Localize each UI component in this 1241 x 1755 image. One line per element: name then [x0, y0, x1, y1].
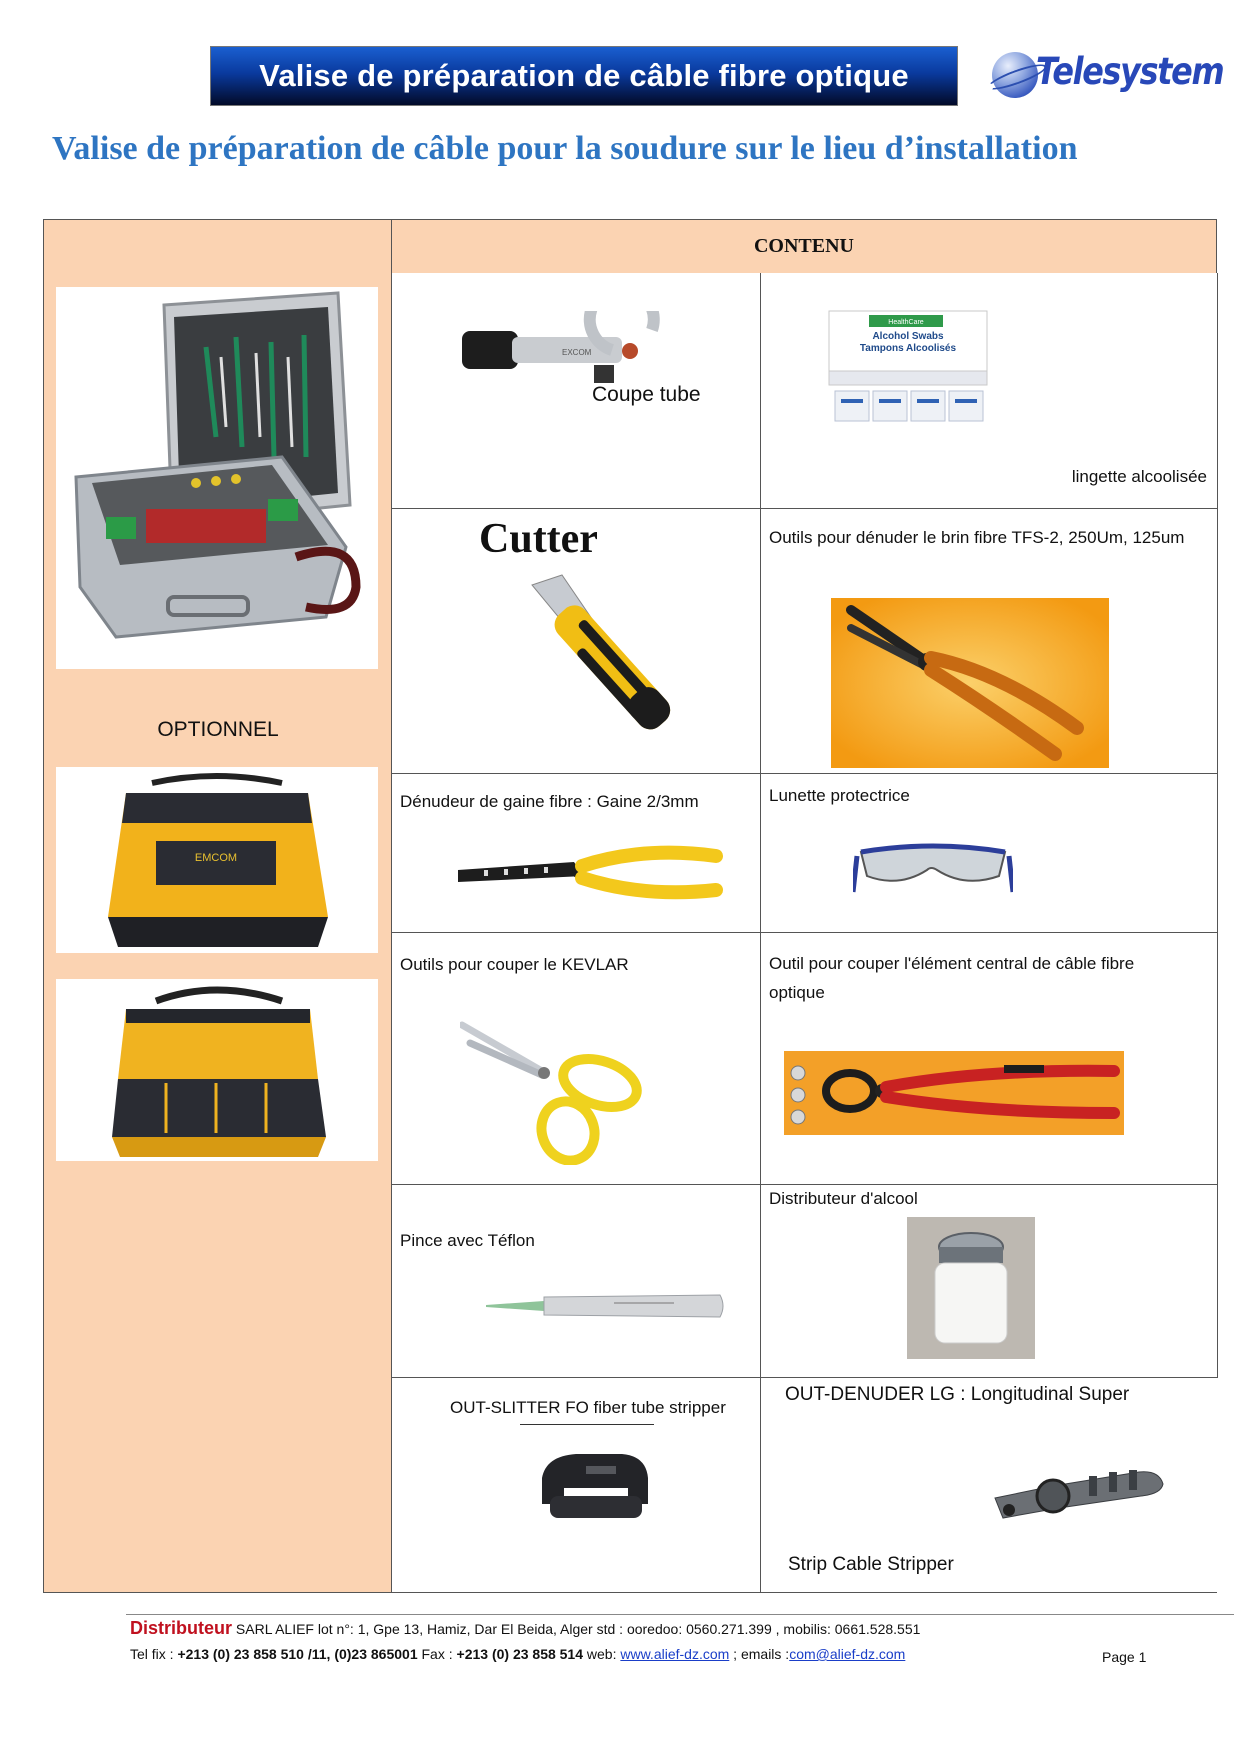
alcohol-box-brand: HealthCare	[888, 319, 924, 326]
tel-prefix: Tel fix :	[130, 1646, 178, 1662]
header-banner	[210, 46, 958, 106]
left-column	[44, 220, 392, 1592]
cutter-knife-image	[522, 571, 702, 751]
alcohol-dispenser-image	[907, 1217, 1035, 1359]
alcohol-box-line1: Alcohol Swabs	[872, 331, 944, 342]
web-prefix: web:	[583, 1646, 621, 1662]
slitter-underline	[520, 1424, 654, 1425]
cell-slitter	[392, 1378, 761, 1592]
cell-denuder-brin	[761, 509, 1218, 774]
cell-lingette	[761, 273, 1218, 509]
safety-glasses-image	[853, 836, 1013, 896]
logo-text: Telesystem	[1036, 50, 1224, 93]
denuder-brin-label: Outils pour dénuder le brin fibre TFS-2, 250Um, 125um	[769, 528, 1185, 547]
cell-lunette	[761, 774, 1218, 933]
tube-slitter-image	[536, 1448, 656, 1528]
email-link[interactable]: com@alief-dz.com	[789, 1646, 906, 1662]
tool-case-image	[56, 287, 378, 669]
lunette-label: Lunette protectrice	[769, 786, 910, 805]
tool-bag-image-2	[56, 979, 378, 1161]
denudeur-gaine-label: Dénudeur de gaine fibre : Gaine 2/3mm	[400, 792, 699, 811]
cell-denuder-lg	[761, 1378, 1218, 1592]
svg-text:EXCOM: EXCOM	[562, 348, 592, 357]
cell-pince-teflon	[392, 1185, 761, 1378]
element-central-label: Outil pour couper l'élément central de câble fibre optique	[769, 954, 1135, 1002]
telesystem-logo	[992, 46, 1224, 108]
tube-cutter-image	[462, 311, 672, 391]
optional-label: OPTIONNEL	[157, 718, 279, 741]
banner-title: Valise de préparation de câble fibre optique	[259, 58, 909, 93]
lingette-label: lingette alcoolisée	[1071, 467, 1207, 486]
content-table	[43, 219, 1217, 1593]
globe-icon	[992, 52, 1038, 98]
cable-cutter-image	[784, 1051, 1124, 1135]
cutter-label: Cutter	[479, 516, 598, 562]
cell-denudeur-gaine	[392, 774, 761, 933]
email-prefix: ; emails :	[729, 1646, 790, 1662]
alcohol-box-line2: Tampons Alcoolisés	[859, 343, 957, 354]
fax-prefix: Fax :	[417, 1646, 457, 1662]
slitter-label: OUT-SLITTER FO fiber tube stripper	[450, 1398, 726, 1417]
kevlar-scissors-image	[460, 1015, 650, 1165]
teflon-tweezers-image	[484, 1289, 726, 1323]
tool-bag-image-1	[56, 767, 378, 953]
fax-number: +213 (0) 23 858 514	[456, 1646, 584, 1662]
footer-address-line	[130, 1618, 920, 1639]
footer-divider	[126, 1614, 1234, 1615]
cell-coupe-tube	[392, 273, 761, 509]
coupe-tube-label: Coupe tube	[592, 383, 701, 406]
strip-cable-label: Strip Cable Stripper	[788, 1554, 954, 1575]
cell-cutter	[392, 509, 761, 774]
distributor-address: SARL ALIEF lot n°: 1, Gpe 13, Hamiz, Dar El Beida, Alger std : ooredoo: 0560.271.399 , mobilis: 0661.528.551	[235, 1621, 921, 1637]
distributor-label: Distributeur	[130, 1618, 233, 1638]
cell-kevlar	[392, 933, 761, 1185]
svg-text:EMCOM: EMCOM	[194, 852, 238, 864]
denuder-lg-label: OUT-DENUDER LG : Longitudinal Super	[785, 1384, 1130, 1405]
cell-element-central	[761, 933, 1218, 1185]
cable-stripper-image	[989, 1458, 1169, 1538]
page-number: Page 1	[1102, 1649, 1147, 1665]
fiber-stripper-image	[831, 598, 1109, 768]
website-link[interactable]: www.alief-dz.com	[620, 1646, 730, 1662]
alcohol-swabs-image	[827, 309, 991, 429]
content-header: CONTENU	[392, 220, 1216, 274]
sheath-stripper-image	[454, 842, 724, 908]
kevlar-label: Outils pour couper le KEVLAR	[400, 955, 629, 974]
tel-numbers: +213 (0) 23 858 510 /11, (0)23 865001	[177, 1646, 418, 1662]
pince-teflon-label: Pince avec Téflon	[400, 1231, 535, 1250]
footer-contact-line	[130, 1646, 905, 1662]
cell-distributeur-alcool	[761, 1185, 1218, 1378]
page-subtitle: Valise de préparation de câble pour la soudure sur le lieu d’installation	[52, 130, 1078, 167]
distributeur-alcool-label: Distributeur d'alcool	[769, 1189, 918, 1208]
